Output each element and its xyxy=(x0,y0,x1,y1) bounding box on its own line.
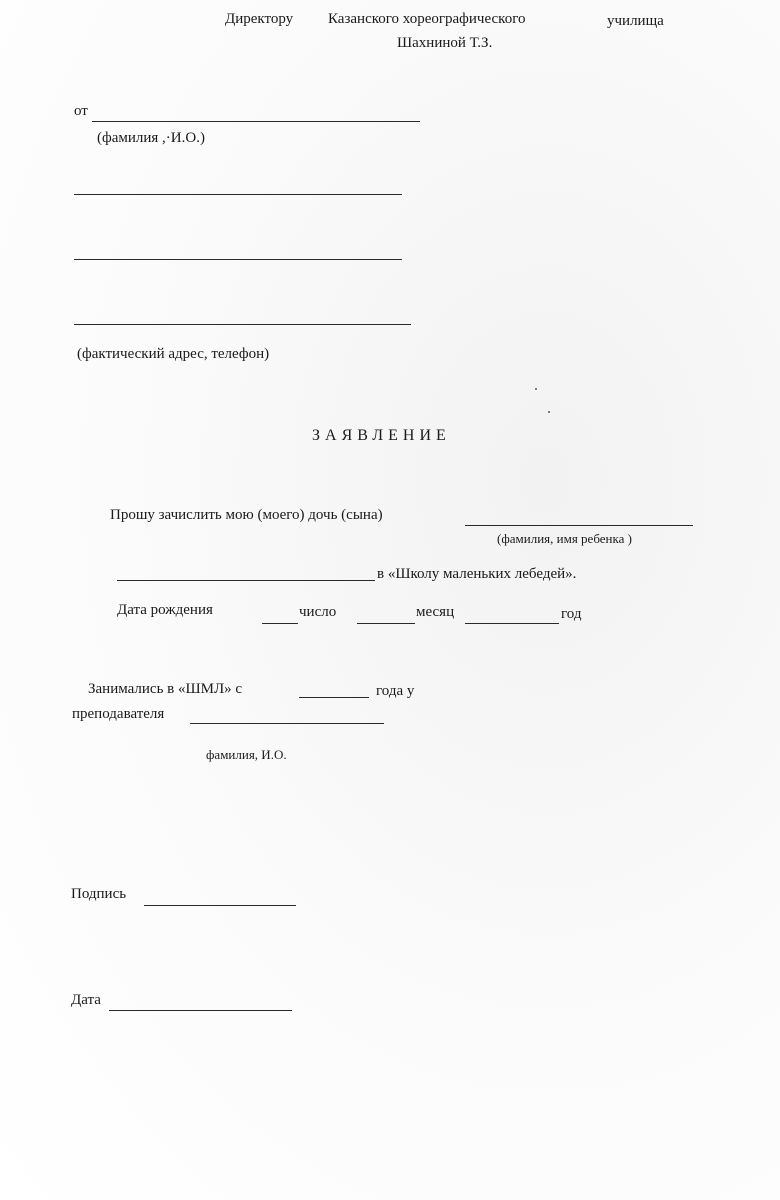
child-name-line[interactable] xyxy=(465,525,693,526)
birth-day-line[interactable] xyxy=(262,623,298,624)
address-hint: (фактический адрес, телефон) xyxy=(77,346,270,362)
signature-line[interactable] xyxy=(144,905,296,906)
scan-speck xyxy=(535,388,537,390)
child-name-line-2[interactable] xyxy=(117,580,375,581)
date-line[interactable] xyxy=(109,1010,292,1011)
signature-label: Подпись xyxy=(71,886,127,902)
header-director-name: Шахниной Т.З. xyxy=(397,35,493,51)
studied-year-suffix: года у xyxy=(376,683,415,699)
from-name-hint: (фамилия ,·И.О.) xyxy=(97,130,205,146)
header-school-name: Казанского хореографического xyxy=(328,11,526,27)
birth-date-label: Дата рождения xyxy=(117,602,213,618)
request-text: Прошу зачислить мою (моего) дочь (сына) xyxy=(110,507,383,523)
birth-year-line[interactable] xyxy=(465,623,559,624)
address-line-1[interactable] xyxy=(74,194,402,195)
birth-day-label: число xyxy=(299,604,337,620)
studied-since-line[interactable] xyxy=(299,697,369,698)
date-label: Дата xyxy=(71,992,101,1008)
from-label: от xyxy=(74,103,88,119)
birth-year-label: год xyxy=(561,606,582,622)
birth-month-label: месяц xyxy=(416,604,455,620)
document-title: ЗАЯВЛЕНИЕ xyxy=(312,427,451,444)
teacher-name-line[interactable] xyxy=(190,723,384,724)
studied-since-text: Занимались в «ШМЛ» с xyxy=(88,681,243,697)
teacher-label: преподавателя xyxy=(72,706,165,722)
birth-month-line[interactable] xyxy=(357,623,415,624)
teacher-name-hint: фамилия, И.О. xyxy=(206,747,287,762)
header-school-suffix: училища xyxy=(607,13,664,29)
address-line-3[interactable] xyxy=(74,324,411,325)
school-text: в «Школу маленьких лебедей». xyxy=(377,566,577,582)
address-line-2[interactable] xyxy=(74,259,402,260)
header-addressee-prefix: Директору xyxy=(225,11,294,27)
from-name-line[interactable] xyxy=(92,121,420,122)
scan-speck xyxy=(548,411,550,413)
child-name-hint: (фамилия, имя ребенка ) xyxy=(497,531,632,546)
